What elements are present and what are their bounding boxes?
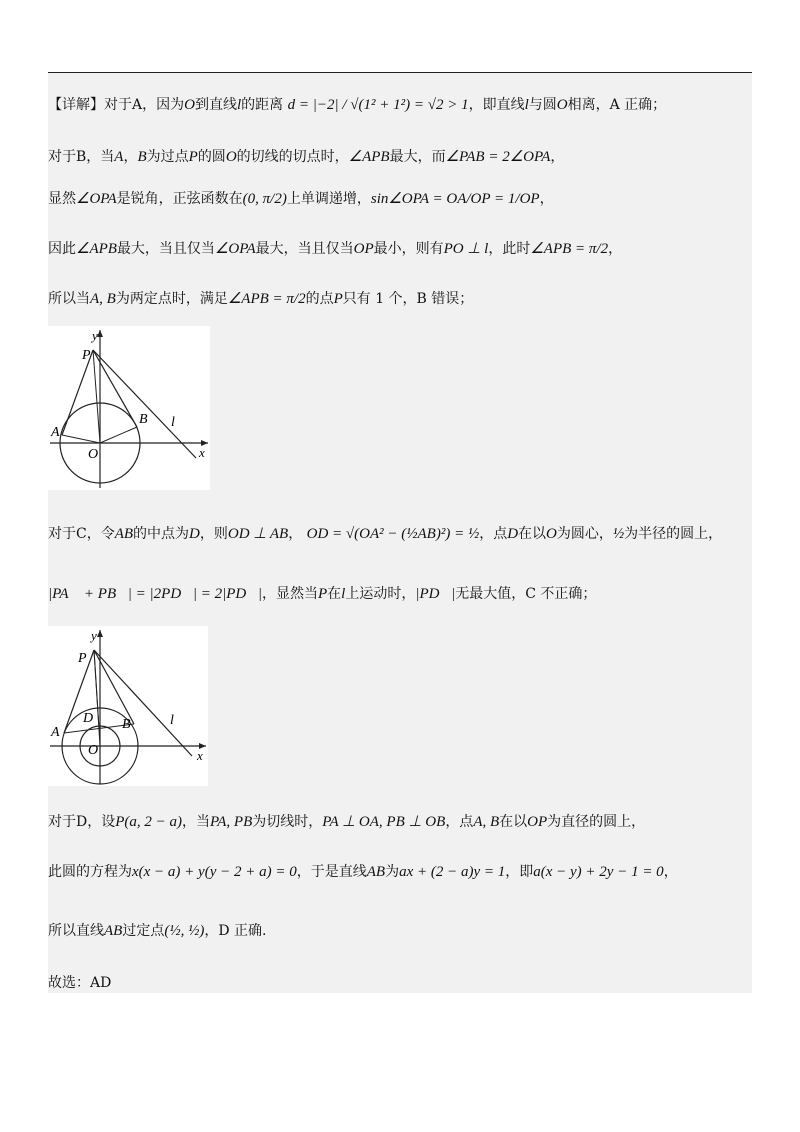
text: 的圆 — [197, 149, 226, 165]
text: 是锐角，正弦函数在 — [116, 191, 243, 207]
text: 为切线时， — [252, 814, 323, 830]
formula: OD ⊥ AB — [227, 526, 289, 542]
text: 所以当 — [48, 291, 90, 307]
text: 最大，当且仅当 — [255, 241, 354, 257]
formula: ∠APB = π/2 — [530, 241, 609, 257]
text: 上运动时， — [345, 586, 416, 602]
text: 无最大值，C 不正确； — [455, 586, 597, 602]
line-d2 — [48, 863, 678, 881]
formula: OP — [527, 814, 548, 830]
label-o: O — [88, 447, 99, 462]
text: 在 — [327, 586, 342, 602]
formula: ∠APB = π/2 — [227, 291, 306, 307]
text: 过定点 — [122, 923, 165, 939]
formula: ½ — [612, 526, 625, 542]
label-a: A — [51, 425, 60, 440]
math-d: D — [189, 526, 200, 542]
line-b3 — [48, 240, 622, 258]
label-p: P — [78, 651, 87, 666]
formula: OP — [353, 241, 374, 257]
formula: |PA⃗ + PB⃗| = |2PD⃗| = 2|PD⃗| — [48, 586, 262, 602]
math-o: O — [225, 149, 237, 165]
formula: a(x − y) + 2y − 1 = 0 — [533, 864, 664, 880]
text: ， — [123, 149, 138, 165]
text: 最小，则有 — [373, 241, 444, 257]
figure-2 — [48, 626, 208, 786]
text: ，显然当 — [261, 586, 318, 602]
segment-oa — [62, 435, 100, 443]
text: ，当 — [182, 814, 211, 830]
segment-pd — [94, 650, 99, 728]
math-a: A — [114, 149, 124, 165]
label-a: A — [51, 725, 60, 740]
line-b4 — [48, 290, 473, 308]
text: 的切线的切点时， — [236, 149, 349, 165]
label-p: P — [82, 348, 91, 363]
label-x: x — [197, 748, 203, 763]
text: ，即 — [505, 864, 534, 880]
line-d3 — [48, 922, 266, 940]
line-d1 — [48, 813, 645, 831]
label-y: y — [91, 628, 97, 643]
y-axis-arrow — [97, 630, 103, 637]
line-c2 — [48, 585, 596, 603]
formula: ax + (2 − a)y = 1 — [399, 864, 506, 880]
segment-ob — [100, 427, 137, 443]
text: ， — [288, 526, 303, 542]
text: 在以 — [518, 526, 547, 542]
math-b: B — [137, 149, 147, 165]
text: 为 — [385, 864, 400, 880]
formula: A, B — [90, 291, 116, 307]
formula: PA, PB — [210, 814, 253, 830]
line-b2 — [48, 190, 554, 208]
math-ab: AB — [366, 864, 386, 880]
answer-line — [48, 974, 111, 992]
text: 为直径的圆上， — [547, 814, 646, 830]
line-c1 — [48, 525, 722, 543]
formula: |PD⃗| — [415, 586, 456, 602]
math-p: P — [188, 149, 198, 165]
math-ab: AB — [114, 526, 134, 542]
formula: P — [333, 291, 343, 307]
text: 的距离 — [241, 97, 284, 113]
label-o: O — [88, 743, 99, 758]
text: 最大，当且仅当 — [116, 241, 215, 257]
text: 相离，A 正确； — [567, 97, 667, 113]
formula: ∠OPA — [214, 241, 256, 257]
math-l: l — [341, 586, 346, 602]
figure-1 — [48, 326, 210, 490]
text: 只有 1 个，B 错误； — [342, 291, 474, 307]
formula: PO ⊥ l — [443, 241, 489, 257]
math-ab: AB — [104, 923, 123, 939]
text: 对于C，令 — [48, 526, 115, 542]
text: ，点 — [479, 526, 508, 542]
text: 所以直线 — [48, 923, 104, 939]
text: 为圆心， — [556, 526, 613, 542]
formula: sin∠OPA = OA/OP = 1/OP — [370, 191, 540, 207]
text: ，即直线 — [468, 97, 525, 113]
text: ，D 正确. — [204, 923, 267, 939]
label-l: l — [171, 415, 175, 430]
label-x: x — [199, 445, 205, 460]
label-l: l — [170, 713, 174, 728]
text: 为半径的圆上， — [624, 526, 723, 542]
text: ，此时 — [488, 241, 531, 257]
text: ， — [608, 241, 623, 257]
answer: 故选：AD — [48, 975, 112, 991]
label-y: y — [92, 328, 98, 343]
math-d: D — [507, 526, 519, 542]
formula: A, B — [473, 814, 500, 830]
text: 与圆 — [528, 97, 557, 113]
text: 此圆的方程为 — [48, 864, 132, 880]
text: 上单调递增， — [286, 191, 371, 207]
y-axis-arrow — [97, 330, 103, 337]
text: 显然 — [48, 191, 76, 207]
label-b: B — [139, 412, 148, 427]
text: 对于B，当 — [48, 149, 115, 165]
label-b: B — [122, 717, 131, 732]
distance-formula: d = |−2| / √(1² + 1²) = √2 > 1 — [287, 97, 469, 113]
math-o: O — [184, 97, 195, 113]
math-p: P — [317, 586, 328, 602]
text: 最大，而 — [389, 149, 446, 165]
text: ，则 — [199, 526, 228, 542]
math-o: O — [556, 97, 568, 113]
formula: ∠APB — [348, 149, 390, 165]
formula: OD = √(OA² − (½AB)²) = ½ — [306, 526, 480, 542]
text: 的中点为 — [133, 526, 190, 542]
math-l: l — [236, 97, 242, 113]
text: 在以 — [499, 814, 528, 830]
text: 为过点 — [146, 149, 189, 165]
text: 因此 — [48, 241, 76, 257]
formula: (½, ½) — [164, 923, 205, 939]
text: 为两定点时，满足 — [115, 291, 228, 307]
segment-po — [93, 350, 100, 443]
text: 到直线 — [194, 97, 237, 113]
line-b1 — [48, 148, 564, 166]
text: 【详解】对于A，因为 — [48, 97, 185, 113]
label-d: D — [83, 711, 94, 726]
math-o: O — [546, 526, 557, 542]
math-l: l — [524, 97, 529, 113]
line-a — [48, 96, 666, 114]
formula: P(a, 2 − a) — [115, 814, 183, 830]
text: 对于D，设 — [48, 814, 116, 830]
formula: x(x − a) + y(y − 2 + a) = 0 — [132, 864, 297, 880]
formula: ∠APB — [76, 241, 117, 257]
line-l — [94, 650, 192, 756]
formula: ∠OPA — [76, 191, 117, 207]
formula: PA ⊥ OA, PB ⊥ OB — [322, 814, 446, 830]
text: ， — [663, 864, 678, 880]
text: ，点 — [445, 814, 474, 830]
text: ， — [550, 149, 565, 165]
formula: ∠PAB = 2∠OPA — [445, 149, 551, 165]
text: ， — [539, 191, 554, 207]
formula: (0, π/2) — [242, 191, 287, 207]
text: ，于是直线 — [296, 864, 367, 880]
text: 的点 — [305, 291, 334, 307]
